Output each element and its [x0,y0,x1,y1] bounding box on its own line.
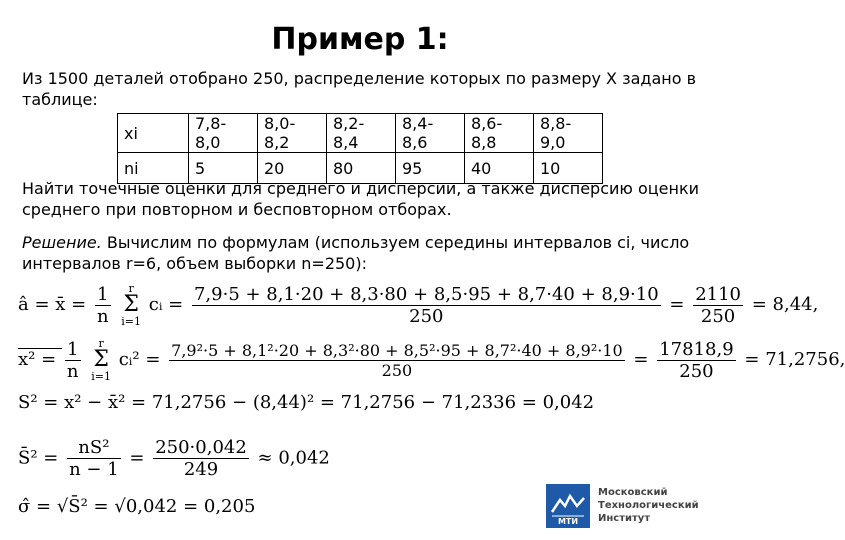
formula-std-deviation: σ̂ = √S̄² = √0,042 = 0,205 [18,496,256,517]
solution-paragraph [22,232,702,274]
logo-words: Московский Технологический Институт [598,487,699,524]
institute-logo [546,484,702,528]
moment-fraction-2: $\frac{17818,9}{250}$ [659,338,734,382]
mean-lhs: â = x̄ = [18,294,92,315]
count-cell: 5 [189,153,258,184]
formula-variance: S² = x² − x̄² = 71,2756 − (8,44)² = 71,2756 − 71,2336 = 0,042 [18,392,595,413]
logo-mark-text: МТИ [557,517,579,526]
moment-fraction: $\frac{\text{7,9²·5 + 8,1²·20 + 8,3²·80 + 8,5²·95 + 8,7²·40 + 8,9²·10}}{250}$ [171,340,623,380]
sum-symbol: r Σ i=1 [121,282,141,328]
moment-term: cᵢ² [118,349,140,370]
mean-result: = 8,44, [751,294,819,315]
interval-cell: 8,4-8,6 [396,114,465,153]
one-over-n: $\frac{1}{n}$ [66,338,79,382]
interval-cell: 8,2-8,4 [327,114,396,153]
logo-mark [546,484,590,528]
count-cell: 80 [327,153,396,184]
formula-corrected-variance: S̄² = $\frac{\text{nS²}}{n - 1}$ = $\frac{250\cdot 0,042}{249}$ ≈ 0,042 [18,437,330,480]
distribution-table [117,113,603,184]
mean-term: cᵢ [148,294,163,315]
sum-symbol: r Σ i=1 [91,337,111,383]
task-line-2: среднего при повторном и бесповторном отборах. [22,200,452,219]
corrected-result: ≈ 0,042 [257,447,330,469]
solution-lead: Решение. [22,233,102,252]
intro-line-1: Из 1500 деталей отобрано 250, распределение которых по размеру X задано в [22,69,697,88]
slide-title: Пример 1: [271,22,449,57]
corrected-fraction-2: $\frac{250\cdot 0,042}{249}$ [155,437,247,480]
row-label-xi: xi [118,114,189,153]
interval-cell: 8,6-8,8 [465,114,534,153]
solution-line-1: Вычислим по формулам (используем середины интервалов ci, число [101,233,690,252]
formula-second-moment: x² = $\frac{1}{n}$ r Σ i=1 cᵢ² = $\frac{\text{7,9²·5 + 8,1²·20 + 8,3²·80 + 8,5²·95 + 8,7²·40 + 8,9²·10}}{250}$ = $\frac{17818,9}{250}$ = 71,2756, [18,337,845,383]
mean-fraction-2: $\frac{2110}{250}$ [695,283,741,327]
count-cell: 10 [534,153,603,184]
interval-cell: 8,8-9,0 [534,114,603,153]
solution-line-2: интервалов r=6, объем выборки n=250): [22,254,367,273]
count-cell: 20 [258,153,327,184]
moment-result: = 71,2756, [744,349,845,370]
moment-lhs: x² = [18,349,62,370]
corrected-fraction: $\frac{\text{nS²}}{n - 1}$ [69,437,119,480]
mean-fraction: $\frac{7,9\cdot 5 + 8,1\cdot 20 + 8,3\cdot 80 + 8,5\cdot 95 + 8,7\cdot 40 + 8,9\cdot 10}{250}$ [193,283,659,327]
count-cell: 95 [396,153,465,184]
task-line-1: Найти точечные оценки для среднего и дисперсии, а также дисперсию оценки [22,179,700,198]
corrected-lhs: S̄² = [18,447,65,469]
one-over-n: $\frac{1}{n}$ [96,283,109,327]
intro-paragraph [22,68,702,110]
task-paragraph [22,178,702,220]
table-row-x [118,114,603,153]
interval-cell: 8,0-8,2 [258,114,327,153]
count-cell: 40 [465,153,534,184]
row-label-ni: ni [118,153,189,184]
formula-mean: â = x̄ = $\frac{1}{n}$ r Σ i=1 cᵢ = $\frac{7,9\cdot 5 + 8,1\cdot 20 + 8,3\cdot 80 + 8,5\cdot 95 + 8,7\cdot 40 + 8,9\cdot 10}{250}$ = $\frac{2110}{250}$ = 8,44, [18,282,819,328]
interval-cell: 7,8-8,0 [189,114,258,153]
intro-line-2: таблице: [22,90,98,109]
